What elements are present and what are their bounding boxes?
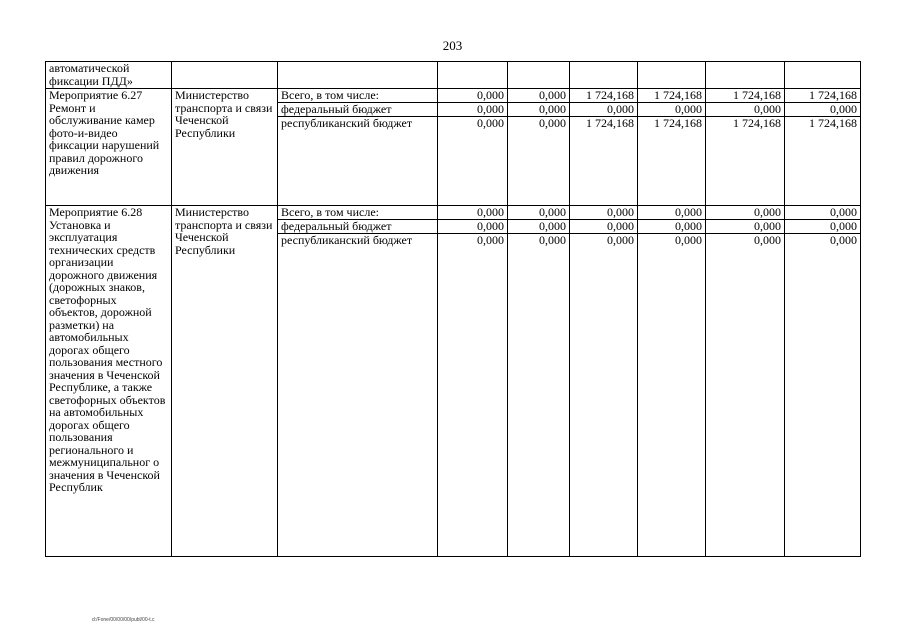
amount-cell (438, 62, 508, 89)
amount-value: 0,000 (438, 220, 507, 234)
amount-cell (638, 89, 706, 206)
funding-source-label: республиканский бюджет (281, 117, 413, 130)
executor-cell: Министерство транспорта и связи Чеченской Республики (172, 206, 278, 557)
page-number: 203 (442, 38, 463, 53)
amount-value: 0,000 (754, 234, 781, 247)
funding-source-label: федеральный бюджет (278, 220, 437, 234)
amount-cell (508, 89, 570, 206)
amount-value: 1 724,168 (654, 117, 702, 130)
measure-cell: автоматической фиксации ПДД» (46, 62, 172, 89)
amount-cell (706, 89, 785, 206)
amount-value: 0,000 (539, 117, 566, 130)
amount-cell (785, 62, 861, 89)
amount-cell (638, 206, 706, 557)
amount-value: 0,000 (607, 234, 634, 247)
amount-value: 0,000 (477, 117, 504, 130)
amount-value: 0,000 (539, 234, 566, 247)
amount-value: 0,000 (508, 89, 569, 103)
executor-cell (172, 62, 278, 89)
amount-value: 0,000 (706, 103, 784, 117)
footer-code: d:/Fone/00/00/00/publ/00-t.c (92, 617, 155, 623)
amount-value: 0,000 (438, 206, 507, 220)
amount-cell (438, 89, 508, 206)
executor-cell: Министерство транспорта и связи Чеченской Республики (172, 89, 278, 206)
funding-source-label: республиканский бюджет (281, 234, 413, 247)
amount-value: 0,000 (675, 234, 702, 247)
amount-cell (785, 89, 861, 206)
funding-source-label: Всего, в том числе: (278, 89, 437, 103)
amount-cell (706, 206, 785, 557)
funding-source-label: федеральный бюджет (278, 103, 437, 117)
amount-value: 0,000 (570, 103, 637, 117)
funding-source-cell (278, 206, 438, 557)
amount-value: 0,000 (830, 234, 857, 247)
budget-table (45, 61, 861, 557)
amount-value: 0,000 (638, 206, 705, 220)
funding-source-cell (278, 62, 438, 89)
budget-table-wrapper (45, 61, 861, 557)
amount-cell (570, 89, 638, 206)
measure-cell: Мероприятие 6.28 Установка и эксплуатация технических средств организации дорожного движения (дорожных знаков, светофорных объектов, дорожной разметки) на автомобильных дорогах общего пользования местного значения в Чеченской Республике, а также светофорных объектов на автомобильных дорогах общего пользования регионального и межмуниципальног о значения в Чеченской Республик (46, 206, 172, 557)
amount-cell (570, 62, 638, 89)
amount-value: 0,000 (785, 103, 860, 117)
amount-cell (508, 62, 570, 89)
amount-value: 1 724,168 (785, 89, 860, 103)
amount-value: 0,000 (706, 220, 784, 234)
amount-value: 0,000 (508, 206, 569, 220)
funding-source-label: Всего, в том числе: (278, 206, 437, 220)
amount-cell (508, 206, 570, 557)
amount-value: 0,000 (706, 206, 784, 220)
amount-value: 0,000 (570, 206, 637, 220)
amount-cell (438, 206, 508, 557)
amount-value: 1 724,168 (809, 117, 857, 130)
measure-cell: Мероприятие 6.27 Ремонт и обслуживание камер фото-и-видео фиксации нарушений правил дорожного движения (46, 89, 172, 206)
amount-value: 0,000 (785, 220, 860, 234)
table-row (46, 62, 861, 89)
amount-cell (570, 206, 638, 557)
amount-value: 0,000 (638, 220, 705, 234)
amount-value: 1 724,168 (733, 117, 781, 130)
amount-value: 0,000 (508, 220, 569, 234)
table-row (46, 206, 861, 557)
funding-source-cell (278, 89, 438, 206)
amount-value: 0,000 (477, 234, 504, 247)
table-row (46, 89, 861, 206)
amount-value: 0,000 (570, 220, 637, 234)
amount-value: 0,000 (785, 206, 860, 220)
amount-value: 0,000 (438, 103, 507, 117)
amount-value: 1 724,168 (570, 89, 637, 103)
amount-value: 1 724,168 (706, 89, 784, 103)
amount-value: 1 724,168 (638, 89, 705, 103)
amount-value: 1 724,168 (586, 117, 634, 130)
amount-cell (638, 62, 706, 89)
amount-cell (785, 206, 861, 557)
amount-value: 0,000 (638, 103, 705, 117)
amount-value: 0,000 (438, 89, 507, 103)
amount-cell (706, 62, 785, 89)
amount-value: 0,000 (508, 103, 569, 117)
